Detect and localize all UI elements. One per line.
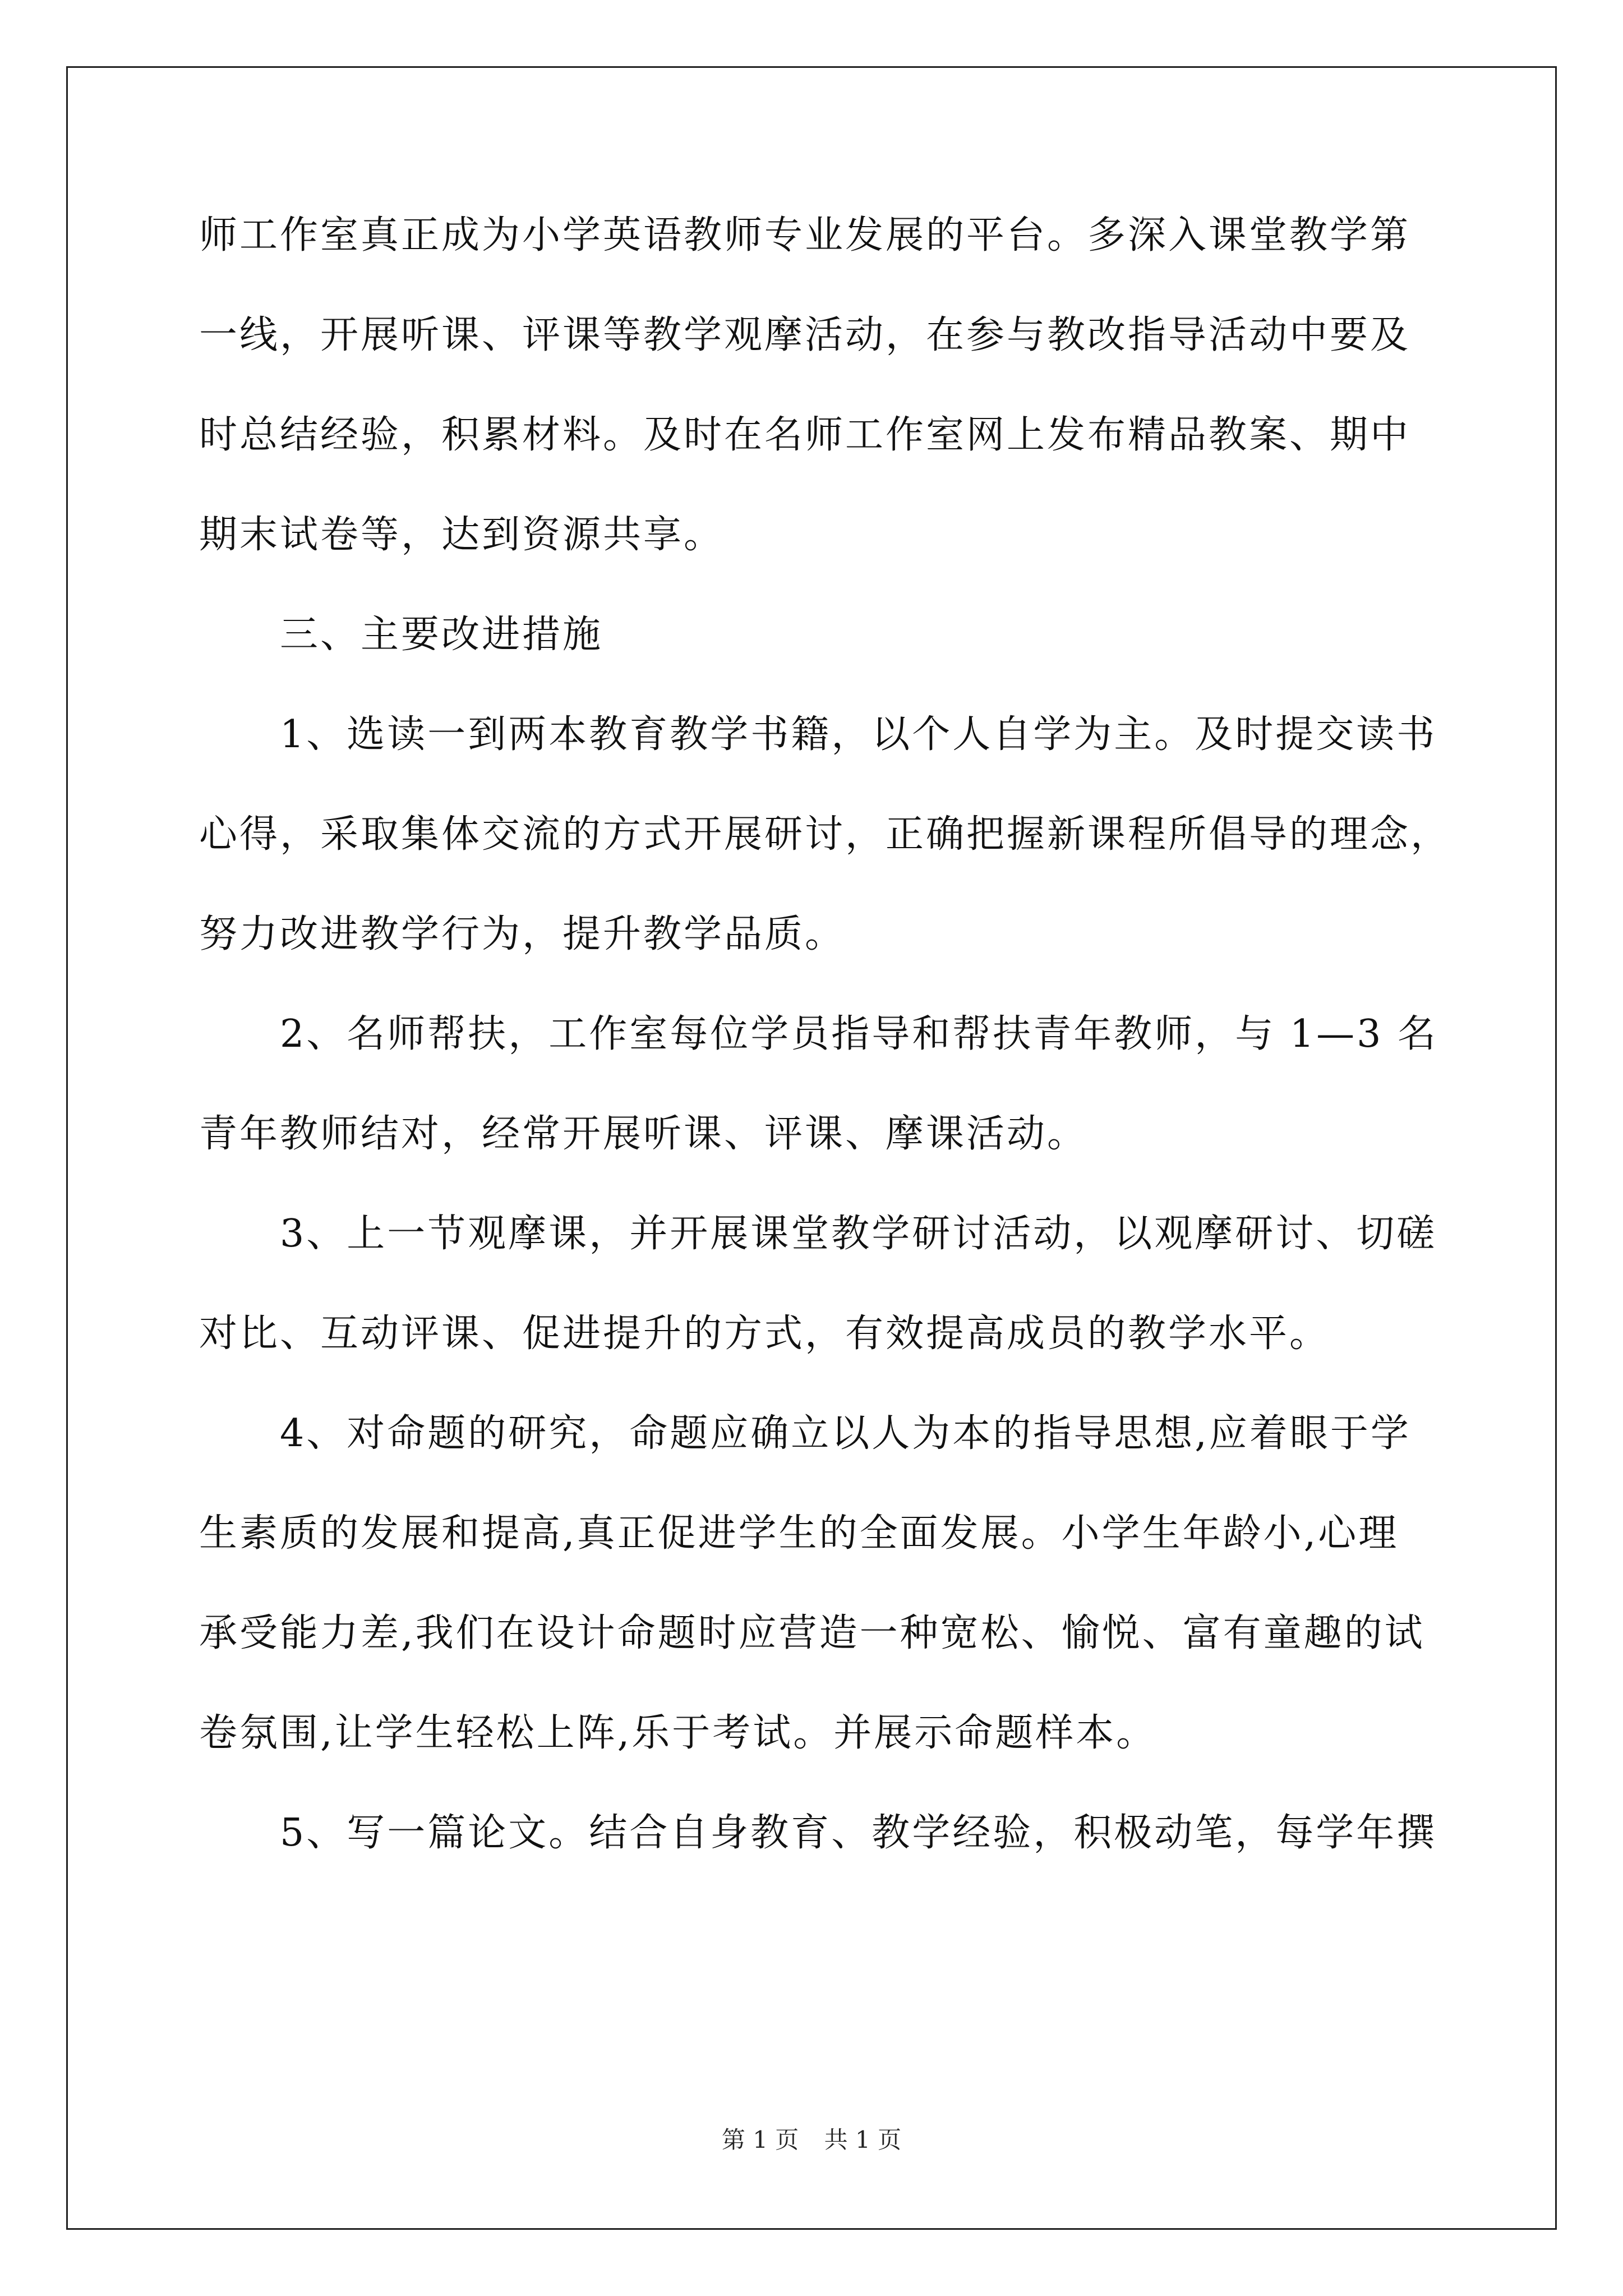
text-line-6: 1、选读一到两本教育教学书籍，以个人自学为主。及时提交读书 [280, 712, 1437, 757]
text-line-1: 师工作室真正成为小学英语教师专业发展的平台。多深入课堂教学第 [199, 213, 1411, 257]
text-line-4: 期末试卷等，达到资源共享。 [199, 513, 725, 557]
text-line-17: 5、写一篇论文。结合自身教育、教学经验，积极动笔，每学年撰 [280, 1811, 1437, 1855]
text-line-14: 生素质的发展和提高,真正促进学生的全面发展。小学生年龄小,心理 [199, 1511, 1399, 1556]
text-line-7: 心得，采取集体交流的方式开展研讨，正确把握新课程所倡导的理念， [199, 812, 1451, 857]
text-line-16: 卷氛围,让学生轻松上阵,乐于考试。并展示命题样本。 [199, 1711, 1157, 1755]
text-line-2: 一线，开展听课、评课等教学观摩活动，在参与教改指导活动中要及 [199, 313, 1411, 357]
section-heading: 三、主要改进措施 [280, 613, 603, 657]
text-line-9: 2、名师帮扶，工作室每位学员指导和帮扶青年教师，与 1—3 名 [280, 1012, 1438, 1056]
text-line-13: 4、对命题的研究，命题应确立以人为本的指导思想,应着眼于学 [280, 1411, 1411, 1456]
text-line-15: 承受能力差,我们在设计命题时应营造一种宽松、愉悦、富有童趣的试 [199, 1611, 1425, 1655]
text-line-8: 努力改进教学行为，提升教学品质。 [199, 912, 846, 956]
text-line-12: 对比、互动评课、促进提升的方式，有效提高成员的教学水平。 [199, 1312, 1330, 1356]
page-total: 共 1 页 [824, 2126, 902, 2154]
text-line-3: 时总结经验，积累材料。及时在名师工作室网上发布精品教案、期中 [199, 413, 1411, 457]
text-line-11: 3、上一节观摩课，并开展课堂教学研讨活动，以观摩研讨、切磋 [280, 1212, 1437, 1256]
text-line-10: 青年教师结对，经常开展听课、评课、摩课活动。 [199, 1112, 1088, 1156]
page-number: 第 1 页 [721, 2126, 799, 2154]
page-footer [0, 2126, 1623, 2154]
